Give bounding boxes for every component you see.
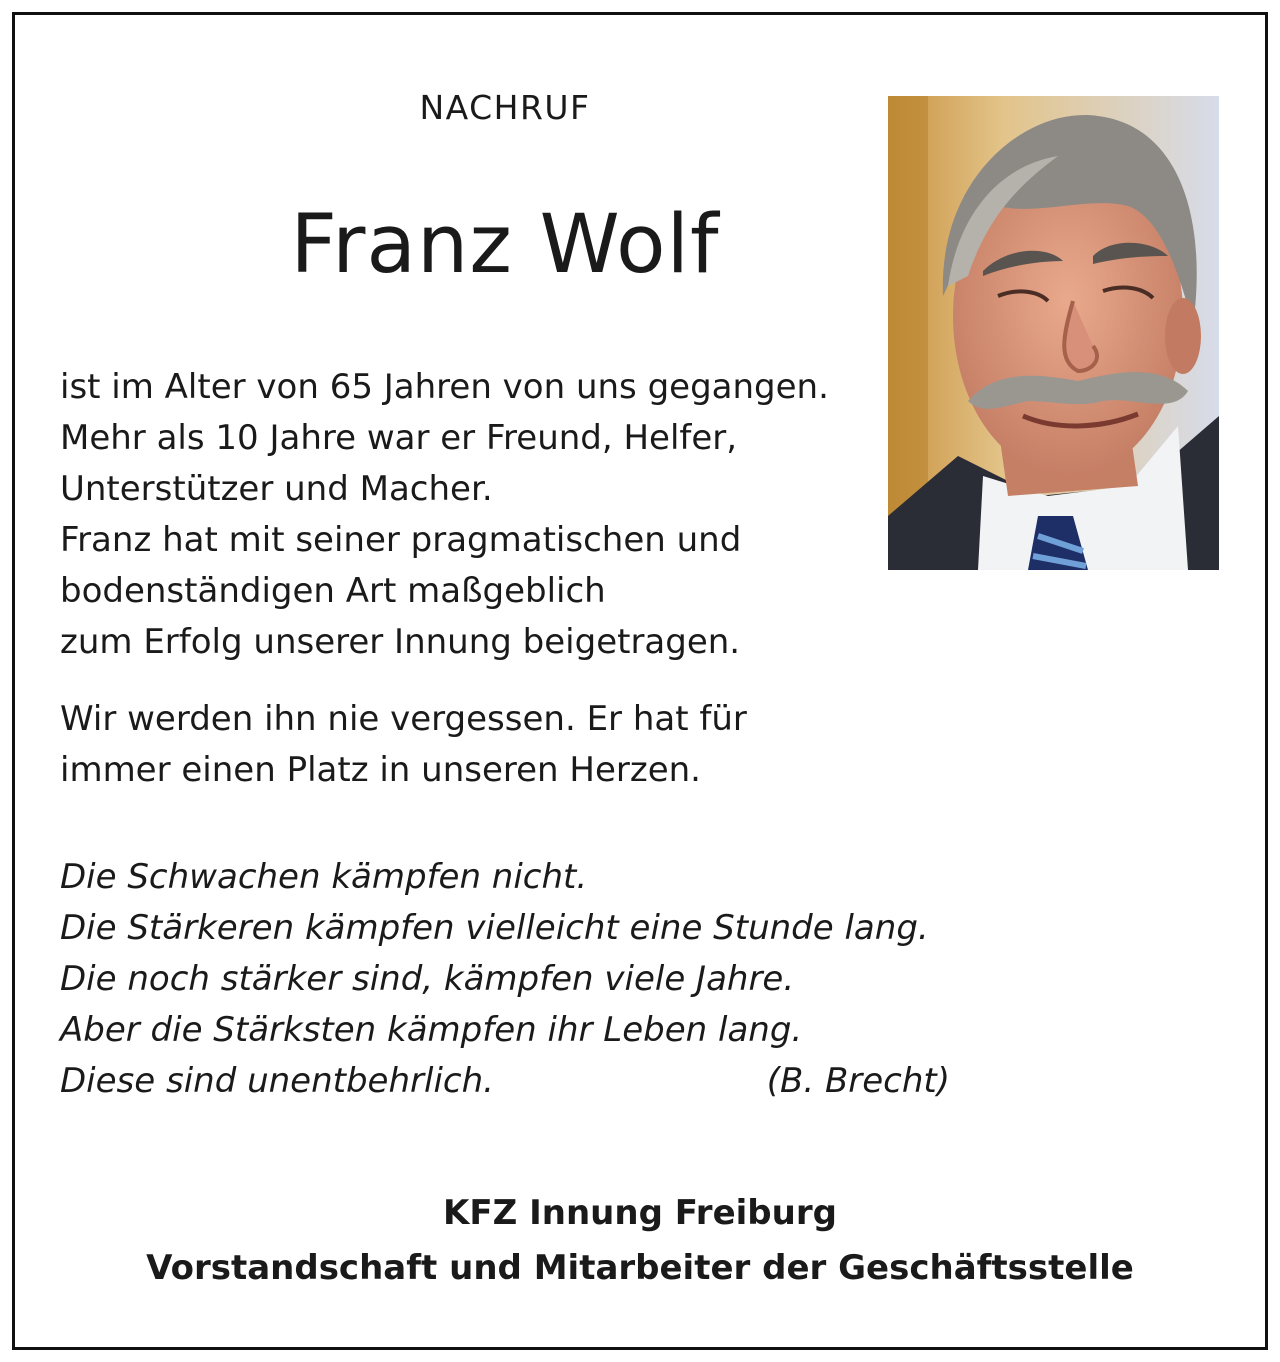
brecht-quote bbox=[60, 852, 950, 1107]
quote-line: Die Schwachen kämpfen nicht. bbox=[60, 857, 588, 897]
portrait-photo bbox=[888, 96, 1219, 570]
obituary-paragraph-1 bbox=[60, 362, 829, 668]
text-line: bodenständigen Art maßgeblich bbox=[60, 571, 606, 611]
quote-line: Die noch stärker sind, kämpfen viele Jahre. bbox=[60, 959, 795, 999]
signature-staff: Vorstandschaft und Mitarbeiter der Geschäftsstelle bbox=[146, 1248, 1134, 1288]
signature-organization: KFZ Innung Freiburg bbox=[443, 1193, 837, 1233]
deceased-name: Franz Wolf bbox=[290, 198, 720, 292]
quote-author: (B. Brecht) bbox=[766, 1061, 950, 1101]
portrait-illustration bbox=[888, 96, 1219, 570]
quote-line: Diese sind unentbehrlich. bbox=[60, 1061, 494, 1101]
obituary-heading: NACHRUF bbox=[419, 88, 591, 127]
quote-final-line bbox=[60, 1056, 950, 1107]
text-line: ist im Alter von 65 Jahren von uns gegangen. bbox=[60, 367, 829, 407]
text-line: Unterstützer und Macher. bbox=[60, 469, 493, 509]
text-line: Mehr als 10 Jahre war er Freund, Helfer, bbox=[60, 418, 738, 458]
text-line: Franz hat mit seiner pragmatischen und bbox=[60, 520, 742, 560]
text-line: Wir werden ihn nie vergessen. Er hat für bbox=[60, 699, 747, 739]
quote-line: Aber die Stärksten kämpfen ihr Leben lang. bbox=[60, 1010, 803, 1050]
text-line: immer einen Platz in unseren Herzen. bbox=[60, 750, 701, 790]
obituary-paragraph-2 bbox=[60, 694, 747, 796]
text-line: zum Erfolg unserer Innung beigetragen. bbox=[60, 622, 741, 662]
quote-line: Die Stärkeren kämpfen vielleicht eine Stunde lang. bbox=[60, 908, 929, 948]
